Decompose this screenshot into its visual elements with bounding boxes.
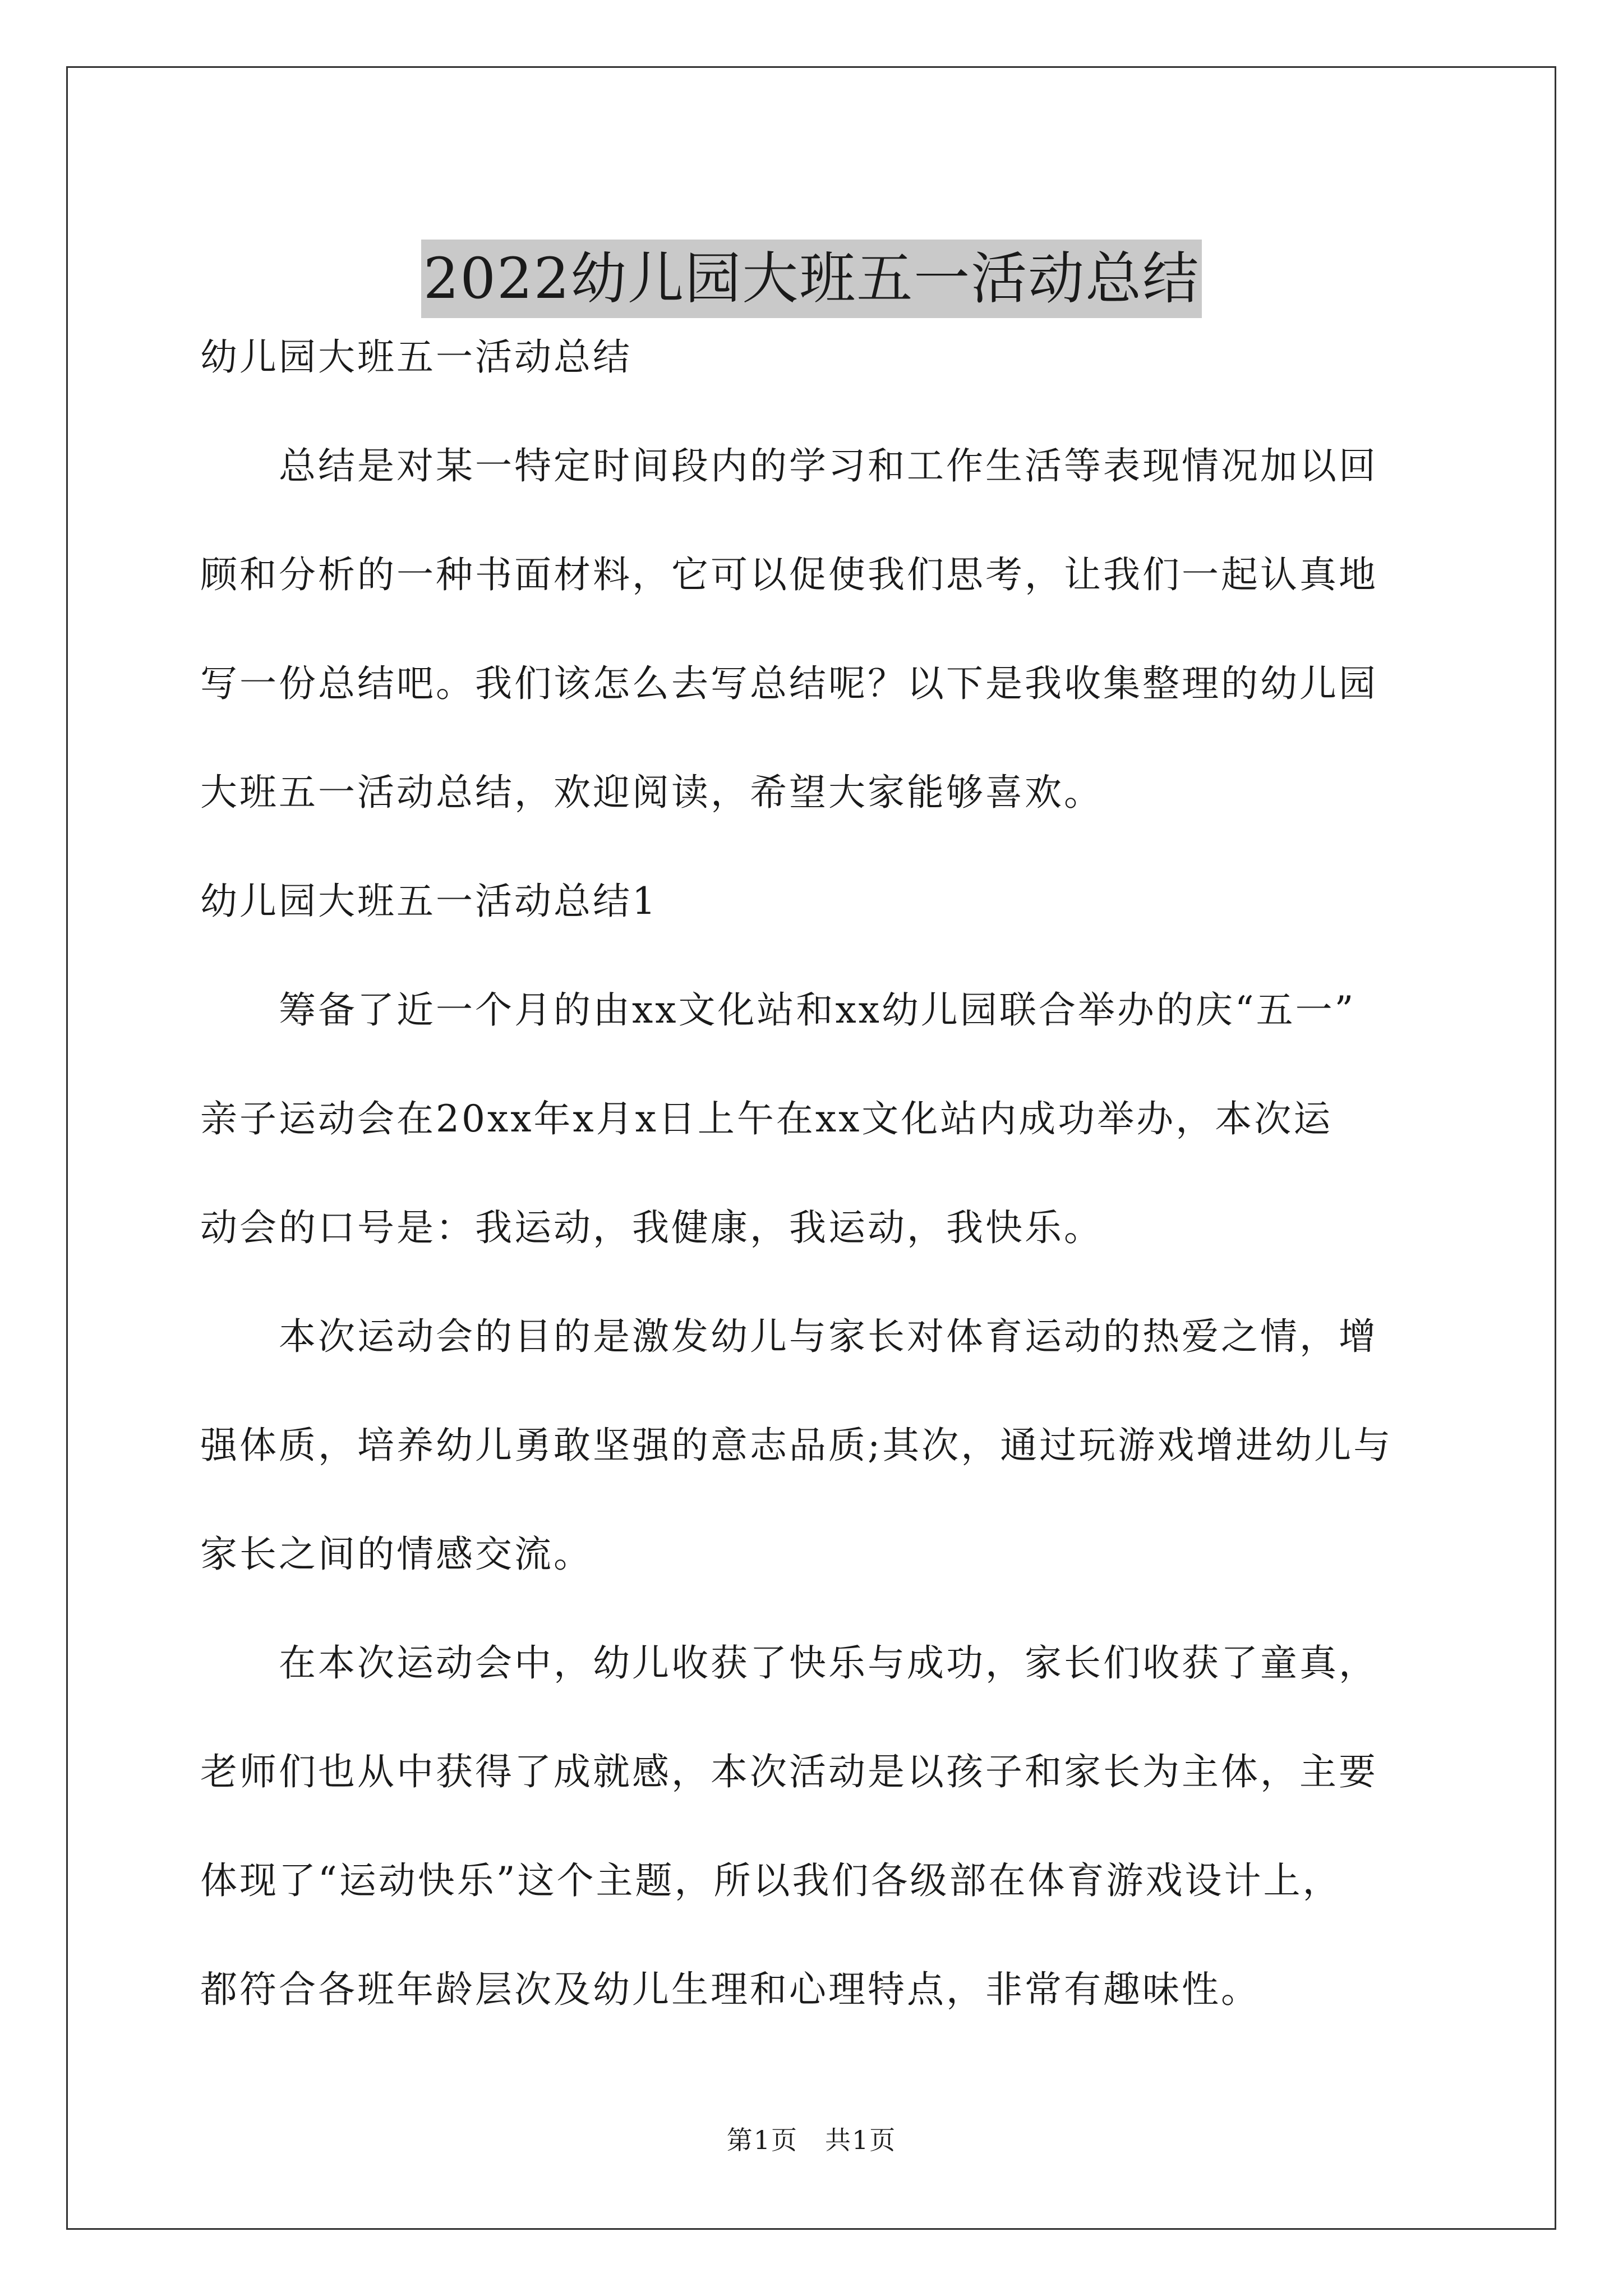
text-line: 幼儿园大班五一活动总结 bbox=[200, 335, 632, 379]
text-line: 顾和分析的一种书面材料，它可以促使我们思考，让我们一起认真地 bbox=[200, 553, 1378, 596]
text-line: 本次运动会的目的是激发幼儿与家长对体育运动的热爱之情，增 bbox=[279, 1315, 1378, 1358]
text-line: 大班五一活动总结，欢迎阅读，希望大家能够喜欢。 bbox=[200, 771, 1103, 814]
text-line: 写一份总结吧。我们该怎么去写总结呢？以下是我收集整理的幼儿园 bbox=[200, 662, 1378, 705]
text-line: 亲子运动会在20xx年x月x日上午在xx文化站内成功举办，本次运 bbox=[200, 1097, 1333, 1140]
text-line: 家长之间的情感交流。 bbox=[200, 1533, 593, 1576]
document-body bbox=[200, 303, 1434, 2044]
page-footer: 第1页 共1页 bbox=[726, 2125, 897, 2155]
text-line: 强体质，培养幼儿勇敢坚强的意志品质;其次，通过玩游戏增进幼儿与 bbox=[200, 1424, 1393, 1467]
text-line: 都符合各班年龄层次及幼儿生理和心理特点，非常有趣味性。 bbox=[200, 1968, 1260, 2011]
section-heading: 幼儿园大班五一活动总结1 bbox=[200, 880, 658, 923]
text-line: 在本次运动会中，幼儿收获了快乐与成功，家长们收获了童真， bbox=[279, 1641, 1378, 1685]
text-line: 动会的口号是：我运动，我健康，我运动，我快乐。 bbox=[200, 1206, 1103, 1249]
text-line: 老师们也从中获得了成就感，本次活动是以孩子和家长为主体，主要 bbox=[200, 1750, 1378, 1793]
document-title: 2022幼儿园大班五一活动总结 bbox=[421, 240, 1202, 318]
text-line: 筹备了近一个月的由xx文化站和xx幼儿园联合举办的庆“五一” bbox=[279, 988, 1356, 1032]
text-line: 体现了“运动快乐”这个主题，所以我们各级部在体育游戏设计上， bbox=[200, 1859, 1342, 1902]
text-line: 总结是对某一特定时间段内的学习和工作生活等表现情况加以回 bbox=[279, 444, 1378, 487]
